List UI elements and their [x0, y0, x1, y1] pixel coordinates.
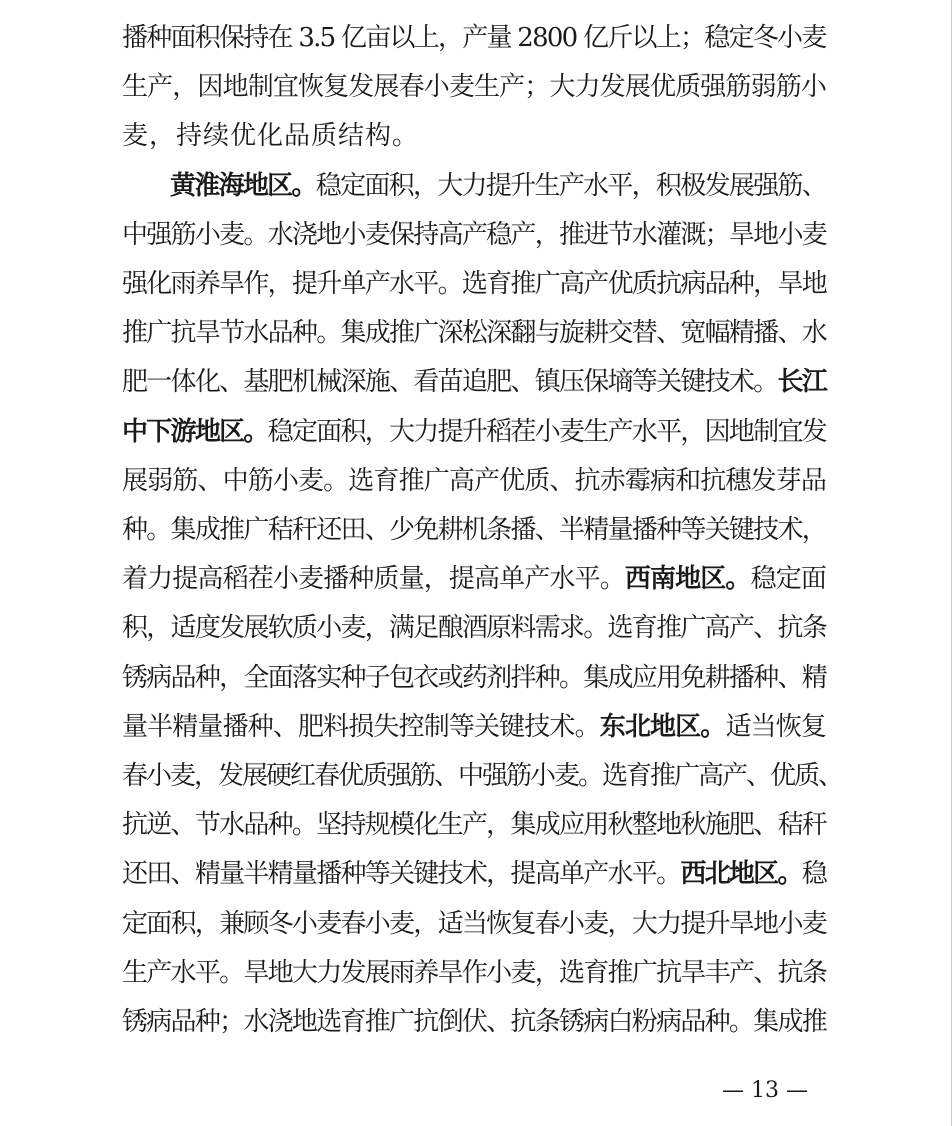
text-run: 还田、精量半精量播种等关键技术，提高单产水平。	[122, 859, 681, 890]
text-line	[122, 1002, 826, 1042]
text-run: 抗逆、节水品种。坚持规模化生产，集成应用秋整地秋施肥、秸秆	[122, 810, 827, 841]
text-line	[122, 313, 826, 353]
text-run: 稳定面积，大力提升生产水平，积极发展强筋、	[315, 170, 827, 201]
text-run: 生产水平。旱地大力发展雨养旱作小麦，选育推广抗旱丰产、抗条	[122, 957, 827, 988]
text-run: 着力提高稻茬小麦播种质量，提高单产水平。	[122, 564, 625, 595]
text-run: 强化雨养旱作，提升单产水平。选育推广高产优质抗病品种，旱地	[122, 269, 827, 299]
text-run: 生产，因地制宜恢复发展春小麦生产；大力发展优质强筋弱筋小	[122, 72, 827, 103]
region-heading: 黄淮海地区。	[170, 170, 316, 201]
text-run: 稳定面	[750, 564, 827, 595]
text-run: 稳	[801, 859, 827, 890]
text-run: 肥一体化、基肥机械深施、看苗追肥、镇压保墒等关键技术。	[122, 367, 778, 398]
text-run: 适当恢复	[725, 711, 827, 742]
text-line	[122, 18, 826, 58]
region-heading: 中下游地区。	[122, 416, 268, 447]
text-run: 量半精量播种、肥料损失控制等关键技术。	[122, 711, 600, 742]
region-heading: 长江	[777, 367, 827, 398]
text-line	[122, 461, 826, 501]
text-run: 锈病品种；水浇地选育推广抗倒伏、抗条锈病白粉病品种。集成推	[122, 1007, 827, 1037]
text-run: 播种面积保持在 3.5 亿亩以上，产量 2800 亿斤以上；稳定冬小麦	[122, 23, 826, 53]
text-run: 锈病品种，全面落实种子包衣或药剂拌种。集成应用免耕播种、精	[122, 662, 827, 693]
text-line	[122, 116, 419, 156]
text-run: 中强筋小麦。水浇地小麦保持高产稳产，推进节水灌溉；旱地小麦	[122, 219, 827, 250]
region-heading: 东北地区。	[599, 711, 726, 742]
text-line	[122, 559, 826, 599]
text-run: 种。集成推广秸秆还田、少免耕机条播、半精量播种等关键技术，	[122, 515, 827, 545]
text-line	[122, 215, 826, 255]
text-line	[122, 805, 826, 845]
text-run: 麦，持续优化品质结构。	[122, 121, 420, 152]
text-line	[170, 166, 826, 206]
text-line	[122, 854, 826, 894]
text-run: 展弱筋、中筋小麦。选育推广高产优质、抗赤霉病和抗穗发芽品	[122, 465, 827, 496]
text-line	[122, 412, 826, 452]
text-line	[122, 608, 826, 648]
text-run: 推广抗旱节水品种。集成推广深松深翻与旋耕交替、宽幅精播、水	[122, 318, 827, 349]
text-line	[122, 264, 826, 304]
text-run: 定面积，兼顾冬小麦春小麦，适当恢复春小麦，大力提升旱地小麦	[122, 908, 827, 939]
text-line	[122, 658, 826, 698]
text-run: 积，适度发展软质小麦，满足酿酒原料需求。选育推广高产、抗条	[122, 613, 827, 644]
region-heading: 西南地区。	[624, 564, 751, 595]
text-line	[122, 67, 826, 107]
text-line	[122, 904, 826, 944]
region-heading: 西北地区。	[680, 859, 802, 890]
text-line	[122, 362, 826, 402]
text-run: 春小麦，发展硬红春优质强筋、中强筋小麦。选育推广高产、优质、	[122, 761, 843, 791]
text-run: 稳定面积，大力提升稻茬小麦生产水平，因地制宜发	[267, 416, 827, 447]
text-line	[122, 707, 826, 747]
text-line	[122, 510, 826, 550]
text-line	[122, 756, 842, 796]
text-line	[122, 953, 826, 993]
page-number: — 13 —	[722, 1078, 808, 1103]
